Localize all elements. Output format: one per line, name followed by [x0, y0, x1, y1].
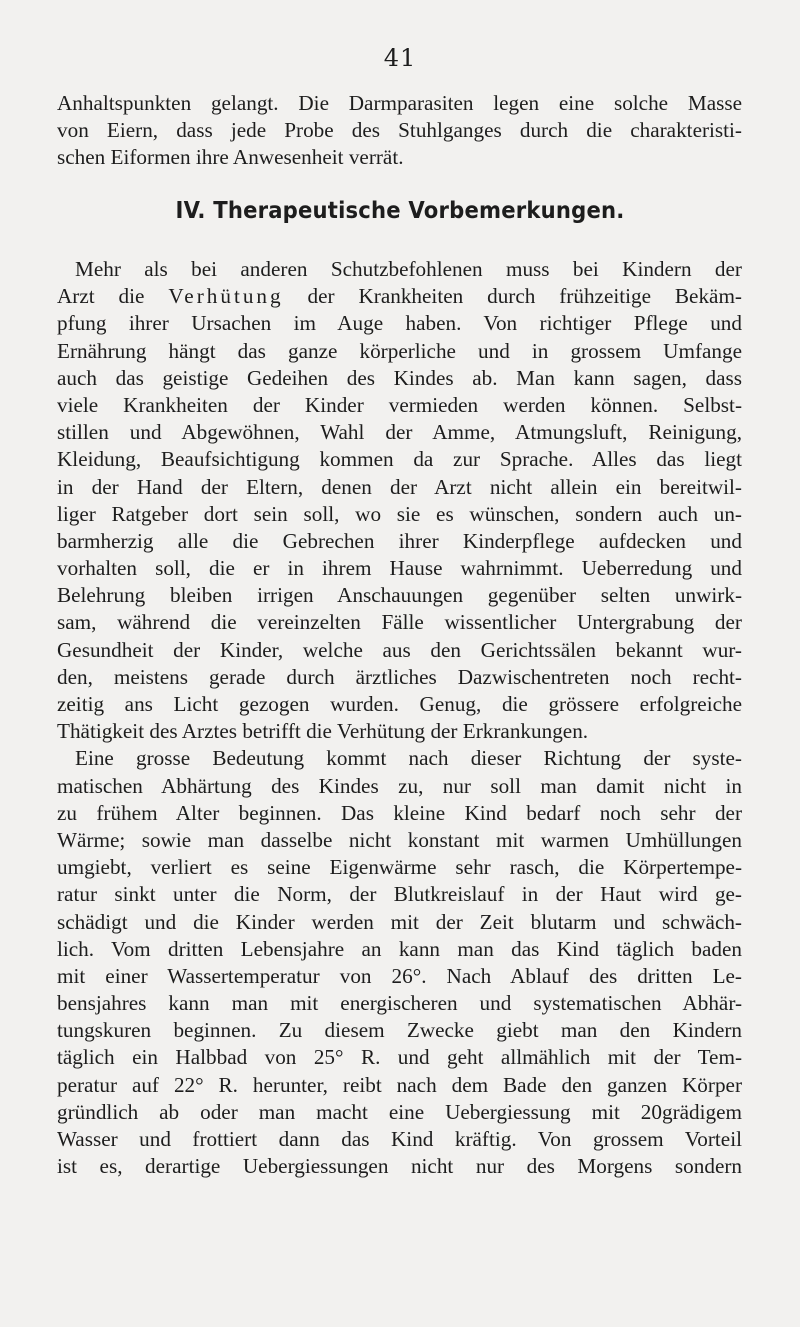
text-line: Belehrung bleiben irrigen Anschauungen gegenüber selten unwirk- [57, 583, 742, 608]
text-line: täglich ein Halbbad von 25° R. und geht allmählich mit der Tem- [57, 1045, 742, 1070]
emphasized-term: Verhütung [168, 284, 284, 309]
text-segment: der Krankheiten durch frühzeitige Bekäm- [307, 284, 742, 309]
text-line: sam, während die vereinzelten Fälle wissentlicher Untergrabung der [57, 610, 742, 635]
text-line: viele Krankheiten der Kinder vermieden werden können. Selbst- [57, 392, 742, 417]
text-line: vorhalten soll, die er in ihrem Hause wahrnimmt. Ueberredung und [57, 556, 742, 581]
body-lines [57, 310, 742, 1180]
text-line: liger Ratgeber dort sein soll, wo sie es wünschen, sondern auch un- [57, 501, 742, 526]
text-line: Wasser und frottiert dann das Kind kräftig. Von grossem Vorteil [57, 1127, 742, 1151]
text-line: matischen Abhärtung des Kindes zu, nur soll man damit nicht in [57, 773, 742, 798]
text-line: Gesundheit der Kinder, welche aus den Gerichtssälen bekannt wur- [57, 637, 742, 662]
text-line: barmherzig alle die Gebrechen ihrer Kinderpflege aufdecken und [57, 528, 742, 553]
text-line: von Eiern, dass jede Probe des Stuhlganges durch die charakteristi- [57, 118, 742, 143]
text-line: stillen und Abgewöhnen, Wahl der Amme, Atmungsluft, Reinigung, [57, 420, 742, 445]
text-line: Mehr als bei anderen Schutzbefohlenen muss bei Kindern der [75, 257, 742, 281]
text-line: ratur sinkt unter die Norm, der Blutkreislauf in der Haut wird ge- [57, 882, 742, 907]
text-line: mit einer Wassertemperatur von 26°. Nach Ablauf des dritten Le- [57, 963, 742, 988]
text-line: schen Eiformen ihre Anwesenheit verrät. [57, 145, 404, 170]
text-line: zu frühem Alter beginnen. Das kleine Kind bedarf noch sehr der [57, 800, 742, 825]
text-line: Kleidung, Beaufsichtigung kommen da zur Sprache. Alles das liegt [57, 447, 742, 472]
text-line: ist es, derartige Uebergiessungen nicht nur des Morgens sondern [57, 1154, 742, 1179]
text-line: in der Hand der Eltern, denen der Arzt nicht allein ein bereitwil- [57, 474, 742, 499]
text-line: den, meistens gerade durch ärztliches Dazwischentreten noch recht- [57, 664, 742, 689]
text-line: schädigt und die Kinder werden mit der Zeit blutarm und schwäch- [57, 909, 742, 934]
text-line: umgiebt, verliert es seine Eigenwärme sehr rasch, die Körpertempe- [57, 855, 742, 880]
text-line: auch das geistige Gedeihen des Kindes ab. Man kann sagen, dass [57, 365, 742, 390]
text-line: Anhaltspunkten gelangt. Die Darmparasiten legen eine solche Masse [57, 91, 742, 115]
text-line: Eine grosse Bedeutung kommt nach dieser Richtung der syste- [75, 746, 742, 771]
intro-paragraph [57, 90, 742, 172]
text-line: Wärme; sowie man dasselbe nicht konstant mit warmen Umhüllungen [57, 827, 742, 852]
section-heading: IV. Therapeutische Vorbemerkungen. [175, 198, 625, 224]
text-line: zeitig ans Licht gezogen wurden. Genug, die grössere erfolgreiche [57, 692, 742, 716]
text-line: Thätigkeit des Arztes betrifft die Verhütung der Erkrankungen. [57, 719, 589, 744]
text-line: lich. Vom dritten Lebensjahre an kann man das Kind täglich baden [57, 936, 742, 961]
text-line: peratur auf 22° R. herunter, reibt nach dem Bade den ganzen Körper [57, 1072, 742, 1097]
text-segment: Arzt die [57, 284, 145, 309]
text-line: pfung ihrer Ursachen im Auge haben. Von richtiger Pflege und [57, 311, 742, 336]
text-line: Ernährung hängt das ganze körperliche und in grossem Umfange [57, 338, 742, 363]
text-line: gründlich ab oder man macht eine Uebergiessung mit 20grädigem [57, 1099, 742, 1124]
text-line: tungskuren beginnen. Zu diesem Zwecke giebt man den Kindern [57, 1018, 742, 1043]
text-line [57, 283, 742, 310]
page-number: 41 [383, 44, 417, 72]
body-text [57, 256, 742, 1180]
text-line: bensjahres kann man mit energischeren und systematischen Abhär- [57, 991, 742, 1016]
